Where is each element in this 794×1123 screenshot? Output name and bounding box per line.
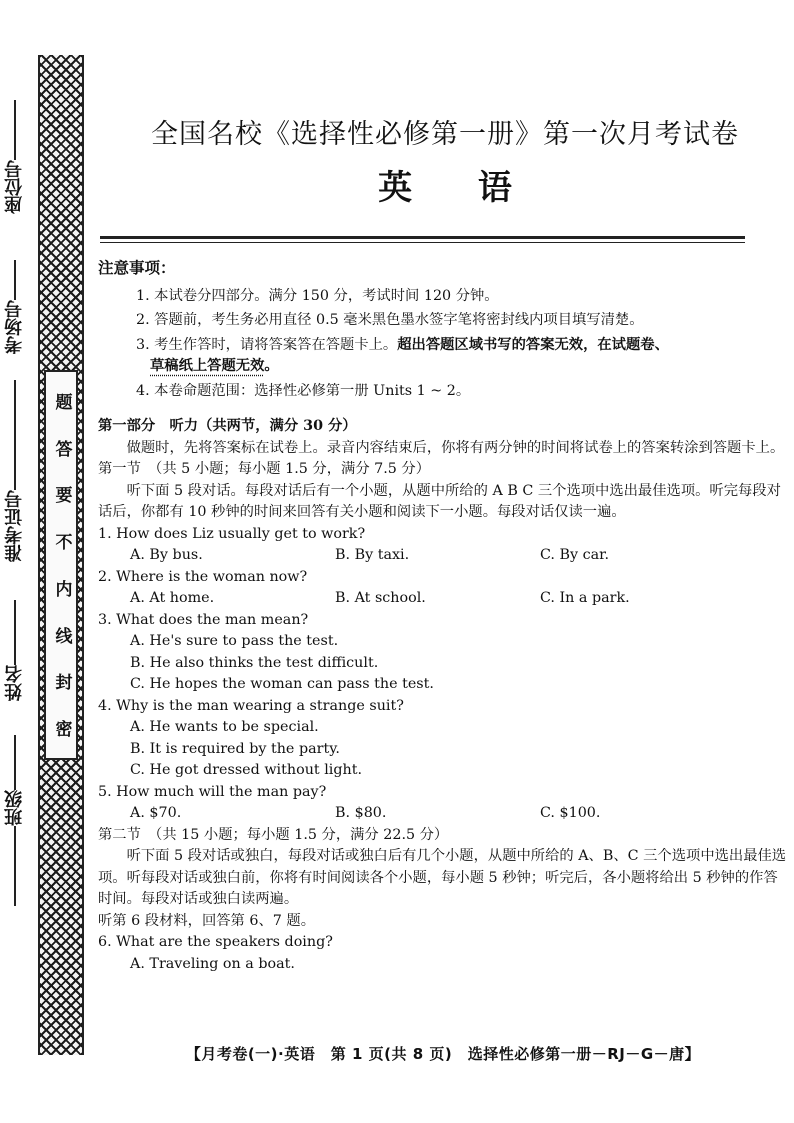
- seat-number-label: 座位号: [4, 160, 25, 214]
- exam-title: 全国名校《选择性必修第一册》第一次月考试卷: [151, 119, 739, 150]
- header-rule: [100, 236, 745, 239]
- seal-strip: [38, 55, 84, 1055]
- notice-item-3-lead: 3. 考生作答时，请将答案答在答题卡上。: [136, 336, 398, 353]
- seal-char: 要: [51, 486, 72, 504]
- section2-heading: 第二节 （共 15 小题；每小题 1.5 分，满分 22.5 分）: [98, 826, 449, 843]
- option-b[interactable]: B. $80.: [335, 805, 387, 821]
- notice-item-2: 2. 答题前，考生务必用直径 0.5 毫米黑色墨水签字笔将密封线内项目填写清楚。: [136, 312, 644, 328]
- class-field[interactable]: [0, 735, 30, 906]
- option-a[interactable]: A. By bus.: [130, 547, 203, 563]
- name-line: [14, 600, 16, 665]
- option-b[interactable]: B. At school.: [335, 590, 426, 606]
- question-5-options: [98, 803, 788, 825]
- ticket-number-label: 准考证号: [4, 490, 25, 562]
- notice-heading: 注意事项：: [98, 259, 176, 277]
- notice-item-4: 4. 本卷命题范围：选择性必修第一册 Units 1 ~ 2。: [136, 382, 471, 399]
- question-3: 3. What does the man mean?: [98, 611, 309, 628]
- room-number-line: [14, 260, 16, 300]
- name-field[interactable]: [0, 600, 30, 701]
- room-number-label: 考场号: [4, 300, 25, 354]
- ticket-number-line: [14, 380, 16, 490]
- room-number-field[interactable]: [0, 260, 30, 354]
- notice-item-3-dotted: 草稿纸上答题无效: [150, 358, 265, 374]
- ticket-number-field[interactable]: [0, 380, 30, 562]
- header-rule-thin: [100, 242, 745, 243]
- notice-item-1: 1. 本试卷分四部分。满分 150 分，考试时间 120 分钟。: [136, 287, 499, 304]
- option-c[interactable]: C. He got dressed without light.: [130, 762, 362, 778]
- option-a[interactable]: A. $70.: [130, 805, 182, 821]
- question-2: 2. Where is the woman now?: [98, 568, 308, 585]
- option-c[interactable]: C. In a park.: [540, 590, 630, 606]
- question-1: 1. How does Liz usually get to work?: [98, 525, 366, 542]
- page-footer: 【月考卷(一)·英语 第 1 页(共 8 页) 选择性必修第一册－RJ－G－唐】: [185, 1045, 701, 1063]
- exam-content: [98, 258, 788, 975]
- option-a[interactable]: A. At home.: [130, 590, 215, 606]
- section2-intro: 听下面 5 段对话或独白，每段对话或独白后有几个小题，从题中所给的 A、B、C 三个选项中选出最佳选项。听每段对话或独白前，你将有时间阅读各个小题，每小题 5 秒钟；听完后，各小题将给出 5 秒钟的作答时间。每段对话或独白读两遍。: [98, 848, 787, 907]
- seal-char: 内: [51, 579, 72, 597]
- option-b[interactable]: B. By taxi.: [335, 547, 410, 563]
- class-line: [14, 735, 16, 790]
- seal-char: 密: [51, 720, 72, 738]
- class-line-lower: [14, 826, 16, 906]
- part1-heading: 第一部分 听力（共两节，满分 30 分）: [98, 418, 357, 434]
- seal-char: 线: [51, 626, 72, 644]
- seat-number-field[interactable]: [0, 100, 30, 214]
- option-b[interactable]: B. He also thinks the test difficult.: [130, 654, 379, 671]
- question-4: 4. Why is the man wearing a strange suit?: [98, 697, 404, 714]
- option-a[interactable]: A. He's sure to pass the test.: [130, 633, 339, 649]
- question-1-options: [98, 545, 788, 567]
- option-a[interactable]: A. He wants to be special.: [130, 719, 319, 735]
- question-6: 6. What are the speakers doing?: [98, 934, 333, 950]
- seal-strip-panel: [44, 370, 78, 760]
- class-label: 班级: [4, 790, 25, 826]
- material-6-instruction: 听第 6 段材料，回答第 6、7 题。: [98, 912, 316, 929]
- section1-heading: 第一节 （共 5 小题；每小题 1.5 分，满分 7.5 分）: [98, 461, 431, 477]
- question-2-options: [98, 588, 788, 610]
- option-c[interactable]: C. By car.: [540, 547, 609, 563]
- notice-item-3: [98, 335, 788, 378]
- seat-number-line: [14, 100, 16, 160]
- question-5: 5. How much will the man pay?: [98, 783, 327, 800]
- seal-char: 不: [51, 533, 72, 551]
- option-a[interactable]: A. Traveling on a boat.: [130, 955, 295, 972]
- name-label: 姓名: [4, 665, 25, 701]
- seal-char: 题: [51, 392, 72, 410]
- notice-item-3-emphasis: 超出答题区域书写的答案无效，在试题卷、: [397, 336, 669, 353]
- option-c[interactable]: C. He hopes the woman can pass the test.: [130, 676, 434, 692]
- seal-char: 答: [51, 439, 72, 457]
- option-c[interactable]: C. $100.: [540, 805, 601, 821]
- subject-title: 英 语: [378, 168, 512, 208]
- option-b[interactable]: B. It is required by the party.: [130, 740, 340, 757]
- section1-intro: 听下面 5 段对话。每段对话后有一个小题，从题中所给的 A B C 三个选项中选出最佳选项。听完每段对话后，你都有 10 秒钟的时间来回答有关小题和阅读下一小题。每段对话仅读一遍。: [98, 482, 781, 520]
- part1-intro: 做题时，先将答案标在试卷上。录音内容结束后，你将有两分钟的时间将试卷上的答案转涂到答题卡上。: [126, 439, 785, 456]
- seal-char: 封: [51, 673, 72, 691]
- notice-item-3-end: 。: [264, 358, 279, 374]
